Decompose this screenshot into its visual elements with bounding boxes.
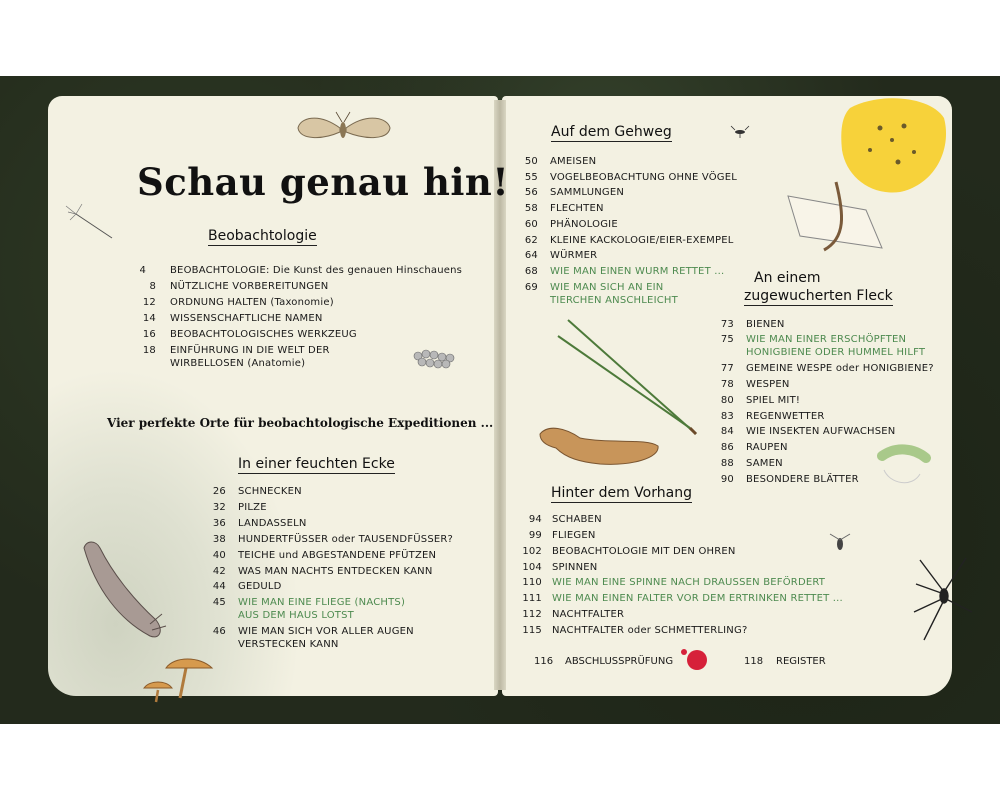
toc-entry-title: PILZE xyxy=(238,502,267,513)
toc-entry-title-line2: WIRBELLOSEN (Anatomie) xyxy=(170,358,306,369)
toc-entry-title: SAMMLUNGEN xyxy=(550,187,625,198)
toc-entry-title: SPINNEN xyxy=(552,562,598,573)
toc-page-number: 83 xyxy=(720,411,734,422)
toc-page-number: 4 xyxy=(139,265,146,276)
toc-entry-title: SAMEN xyxy=(746,458,783,469)
toc-page-number: 46 xyxy=(212,626,226,637)
toc-entry-title: WESPEN xyxy=(746,379,790,390)
dandelion-seed-illustration xyxy=(66,204,112,238)
toc-entry-title: BIENEN xyxy=(746,319,785,330)
toc-page-number: 26 xyxy=(212,486,226,497)
lichen-illustration xyxy=(841,98,946,192)
toc-page-number: 99 xyxy=(528,530,542,541)
toc-page-number: 111 xyxy=(522,593,542,604)
toc-entry-title: WIE MAN EINEN FALTER VOR DEM ERTRINKEN RETTET ... xyxy=(552,593,843,604)
toc-entry-title: WIE MAN SICH AN EIN xyxy=(550,282,664,293)
toc-entry-title: REGENWETTER xyxy=(746,411,825,422)
toc-page-number: 42 xyxy=(212,566,226,577)
toc-entry-title: FLECHTEN xyxy=(550,203,604,214)
index-link[interactable]: REGISTER xyxy=(776,656,826,667)
toc-entry-title: AMEISEN xyxy=(550,156,597,167)
toc-page-number: 104 xyxy=(522,562,542,573)
toc-page-number: 115 xyxy=(522,625,542,636)
toc-entry-title: PHÄNOLOGIE xyxy=(550,219,618,230)
toc-entry-title: NÜTZLICHE VORBEREITUNGEN xyxy=(170,281,329,292)
toc-page-number: 75 xyxy=(720,334,734,345)
mushroom-illustration xyxy=(144,659,212,702)
toc-entry-title: WIE MAN EINE SPINNE NACH DRAUSSEN BEFÖRDERT xyxy=(552,577,826,588)
toc-page-number: 58 xyxy=(524,203,538,214)
toc-page-number: 90 xyxy=(720,474,734,485)
toc-entry-title: SCHABEN xyxy=(552,514,602,525)
section-heading-feuchte-ecke: In einer feuchten Ecke xyxy=(238,456,395,472)
section-heading-fleck-line1: An einem xyxy=(754,270,821,286)
spider-illustration xyxy=(914,558,972,640)
toc-page-number: 14 xyxy=(142,313,156,324)
toc-entry-title-line2: HONIGBIENE ODER HUMMEL HILFT xyxy=(746,347,926,358)
toc-page-number: 32 xyxy=(212,502,226,513)
toc-entry-title: LANDASSELN xyxy=(238,518,307,529)
toc-page-number: 80 xyxy=(720,395,734,406)
toc-entry-title: SCHNECKEN xyxy=(238,486,302,497)
toc-entry-title: NACHTFALTER xyxy=(552,609,625,620)
toc-page-number: 50 xyxy=(524,156,538,167)
toc-page-number: 44 xyxy=(212,581,226,592)
toc-entry-title: WIE MAN EINE FLIEGE (NACHTS) xyxy=(238,597,406,608)
toc-entry-title: BESONDERE BLÄTTER xyxy=(746,474,859,485)
exam-page-number: 116 xyxy=(534,656,554,667)
pine-needles-illustration xyxy=(558,320,696,434)
toc-page-number: 36 xyxy=(212,518,226,529)
toc-page-number: 62 xyxy=(524,235,538,246)
toc-entry-title: WIE MAN EINEN WURM RETTET ... xyxy=(550,266,725,277)
toc-entry-title: WAS MAN NACHTS ENTDECKEN KANN xyxy=(238,566,433,577)
toc-entry-title: GEMEINE WESPE oder HONIGBIENE? xyxy=(746,363,934,374)
toc-entry-title: KLEINE KACKOLOGIE/EIER-EXEMPEL xyxy=(550,235,734,246)
toc-page-number: 8 xyxy=(149,281,156,292)
toc-page-number: 60 xyxy=(524,219,538,230)
toc-page-number: 86 xyxy=(720,442,734,453)
toc-entry-title: HUNDERTFÜSSER oder TAUSENDFÜSSER? xyxy=(238,534,454,545)
toc-page-number: 84 xyxy=(720,426,734,437)
toc-entry-title: BEOBACHTOLOGIE MIT DEN OHREN xyxy=(552,546,736,557)
toc-page-number: 64 xyxy=(524,250,538,261)
toc-page-number: 38 xyxy=(212,534,226,545)
toc-entry-title: GEDULD xyxy=(238,581,282,592)
toc-page-number: 88 xyxy=(720,458,734,469)
toc-page-number: 102 xyxy=(522,546,542,557)
raspberry-illustration xyxy=(681,649,707,670)
toc-page-number: 56 xyxy=(524,187,538,198)
maple-seed-illustration xyxy=(540,428,658,464)
toc-entry-title: FLIEGEN xyxy=(552,530,596,541)
toc-entry-title: VOGELBEOBACHTUNG OHNE VÖGEL xyxy=(550,172,738,183)
toc-page-number: 18 xyxy=(142,345,156,356)
toc-entry-title: ORDNUNG HALTEN (Taxonomie) xyxy=(170,297,334,308)
toc-entry-title-line2: TIERCHEN ANSCHLEICHT xyxy=(550,295,678,306)
moth-illustration xyxy=(298,112,390,138)
toc-entry-title: NACHTFALTER oder SCHMETTERLING? xyxy=(552,625,748,636)
toc-page-number: 16 xyxy=(142,329,156,340)
toc-page-number: 73 xyxy=(720,319,734,330)
toc-page-number: 94 xyxy=(528,514,542,525)
egg-cluster-illustration xyxy=(414,350,454,368)
toc-page-number: 77 xyxy=(720,363,734,374)
toc-entry-title: WISSENSCHAFTLICHE NAMEN xyxy=(170,313,323,324)
exam-link[interactable]: ABSCHLUSSPRÜFUNG xyxy=(565,656,674,667)
toc-entry-title: SPIEL MIT! xyxy=(746,395,801,406)
toc-entry-title: TEICHE und ABGESTANDENE PFÜTZEN xyxy=(238,550,437,561)
toc-entry-title: WIE INSEKTEN AUFWACHSEN xyxy=(746,426,896,437)
fly-illustration xyxy=(830,534,850,550)
index-page-number: 118 xyxy=(744,656,764,667)
toc-entry-title: EINFÜHRUNG IN DIE WELT DER xyxy=(170,345,330,356)
toc-entry-title: WIE MAN EINER ERSCHÖPFTEN xyxy=(746,334,907,345)
toc-page-number: 110 xyxy=(522,577,542,588)
toc-entry-title-line2: VERSTECKEN KANN xyxy=(238,639,339,650)
section-heading-fleck-line2: zugewucherten Fleck xyxy=(744,288,893,304)
page-title: Schau genau hin! xyxy=(137,160,510,204)
toc-page-number: 112 xyxy=(522,609,542,620)
toc-entry-title: BEOBACHTOLOGIE: Die Kunst des genauen Hinschauens xyxy=(170,265,463,276)
toc-page-number: 40 xyxy=(212,550,226,561)
section-heading-beobachtologie: Beobachtologie xyxy=(208,228,317,244)
toc-page-number: 45 xyxy=(212,597,226,608)
toc-page-number: 12 xyxy=(142,297,156,308)
ant-illustration xyxy=(731,126,749,138)
slug-illustration xyxy=(84,542,166,637)
paper-scroll-illustration xyxy=(788,182,882,250)
toc-entry-title: WÜRMER xyxy=(550,250,598,261)
toc-entry-title: BEOBACHTOLOGISCHES WERKZEUG xyxy=(170,329,357,340)
expeditions-intro: Vier perfekte Orte für beobachtologische Expeditionen ... xyxy=(107,416,494,430)
toc-entry-title: RAUPEN xyxy=(746,442,788,453)
section-heading-vorhang: Hinter dem Vorhang xyxy=(551,485,692,501)
toc-entry-title-line2: AUS DEM HAUS LOTST xyxy=(238,610,354,621)
toc-page-number: 69 xyxy=(524,282,538,293)
caterpillar-illustration xyxy=(882,449,926,482)
toc-entry-title: WIE MAN SICH VOR ALLER AUGEN xyxy=(238,626,414,637)
section-heading-gehweg: Auf dem Gehweg xyxy=(551,124,672,140)
toc-page-number: 55 xyxy=(524,172,538,183)
toc-page-number: 68 xyxy=(524,266,538,277)
toc-page-number: 78 xyxy=(720,379,734,390)
